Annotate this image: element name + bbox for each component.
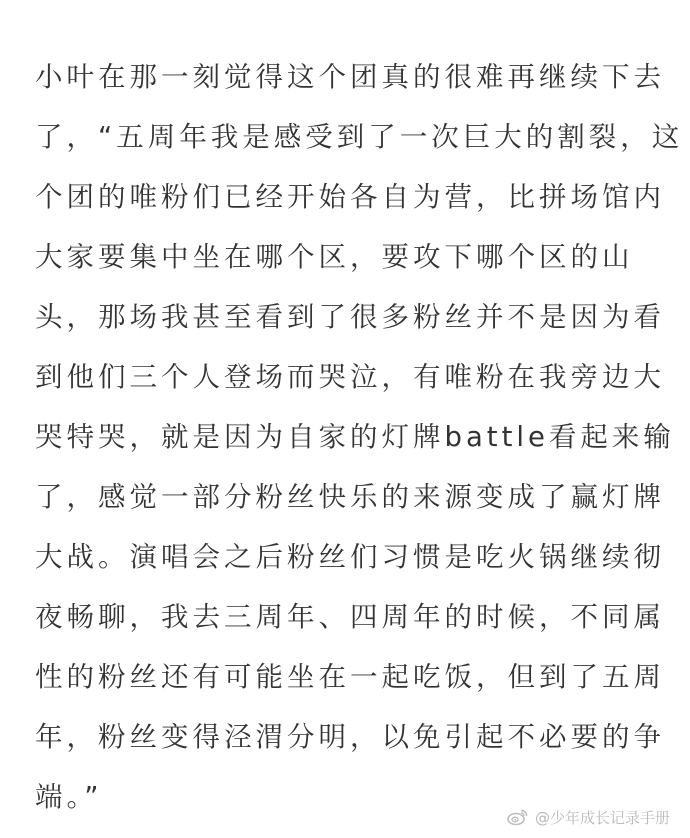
weibo-icon [507,808,529,826]
text-line-2: 了，“五周年我是感受到了一次巨大的割裂，这 [35,121,684,153]
text-line-6: 到他们三个人登场而哭泣，有唯粉在我旁边大 [35,361,665,393]
text-line-13: 端。” [35,781,103,813]
text-line-5: 头，那场我甚至看到了很多粉丝并不是因为看 [35,301,665,333]
watermark-text: @少年成长记录手册 [534,808,670,827]
text-line-1: 小叶在那一刻觉得这个团真的很难再继续下去 [35,61,665,93]
text-line-9: 大战。演唱会之后粉丝们习惯是吃火锅继续彻 [35,541,665,573]
text-line-3: 个团的唯粉们已经开始各自为营，比拼场馆内 [35,181,665,213]
article-body [35,47,684,827]
watermark [507,802,670,832]
text-line-11: 性的粉丝还有可能坐在一起吃饭，但到了五周 [35,661,665,693]
text-line-8: 了，感觉一部分粉丝快乐的来源变成了赢灯牌 [35,481,665,513]
text-line-10: 夜畅聊，我去三周年、四周年的时候，不同属 [35,601,665,633]
text-line-12: 年，粉丝变得泾渭分明，以免引起不必要的争 [35,721,665,753]
text-line-4: 大家要集中坐在哪个区，要攻下哪个区的山 [35,241,634,273]
text-line-7: 哭特哭，就是因为自家的灯牌battle看起来输 [35,421,675,453]
